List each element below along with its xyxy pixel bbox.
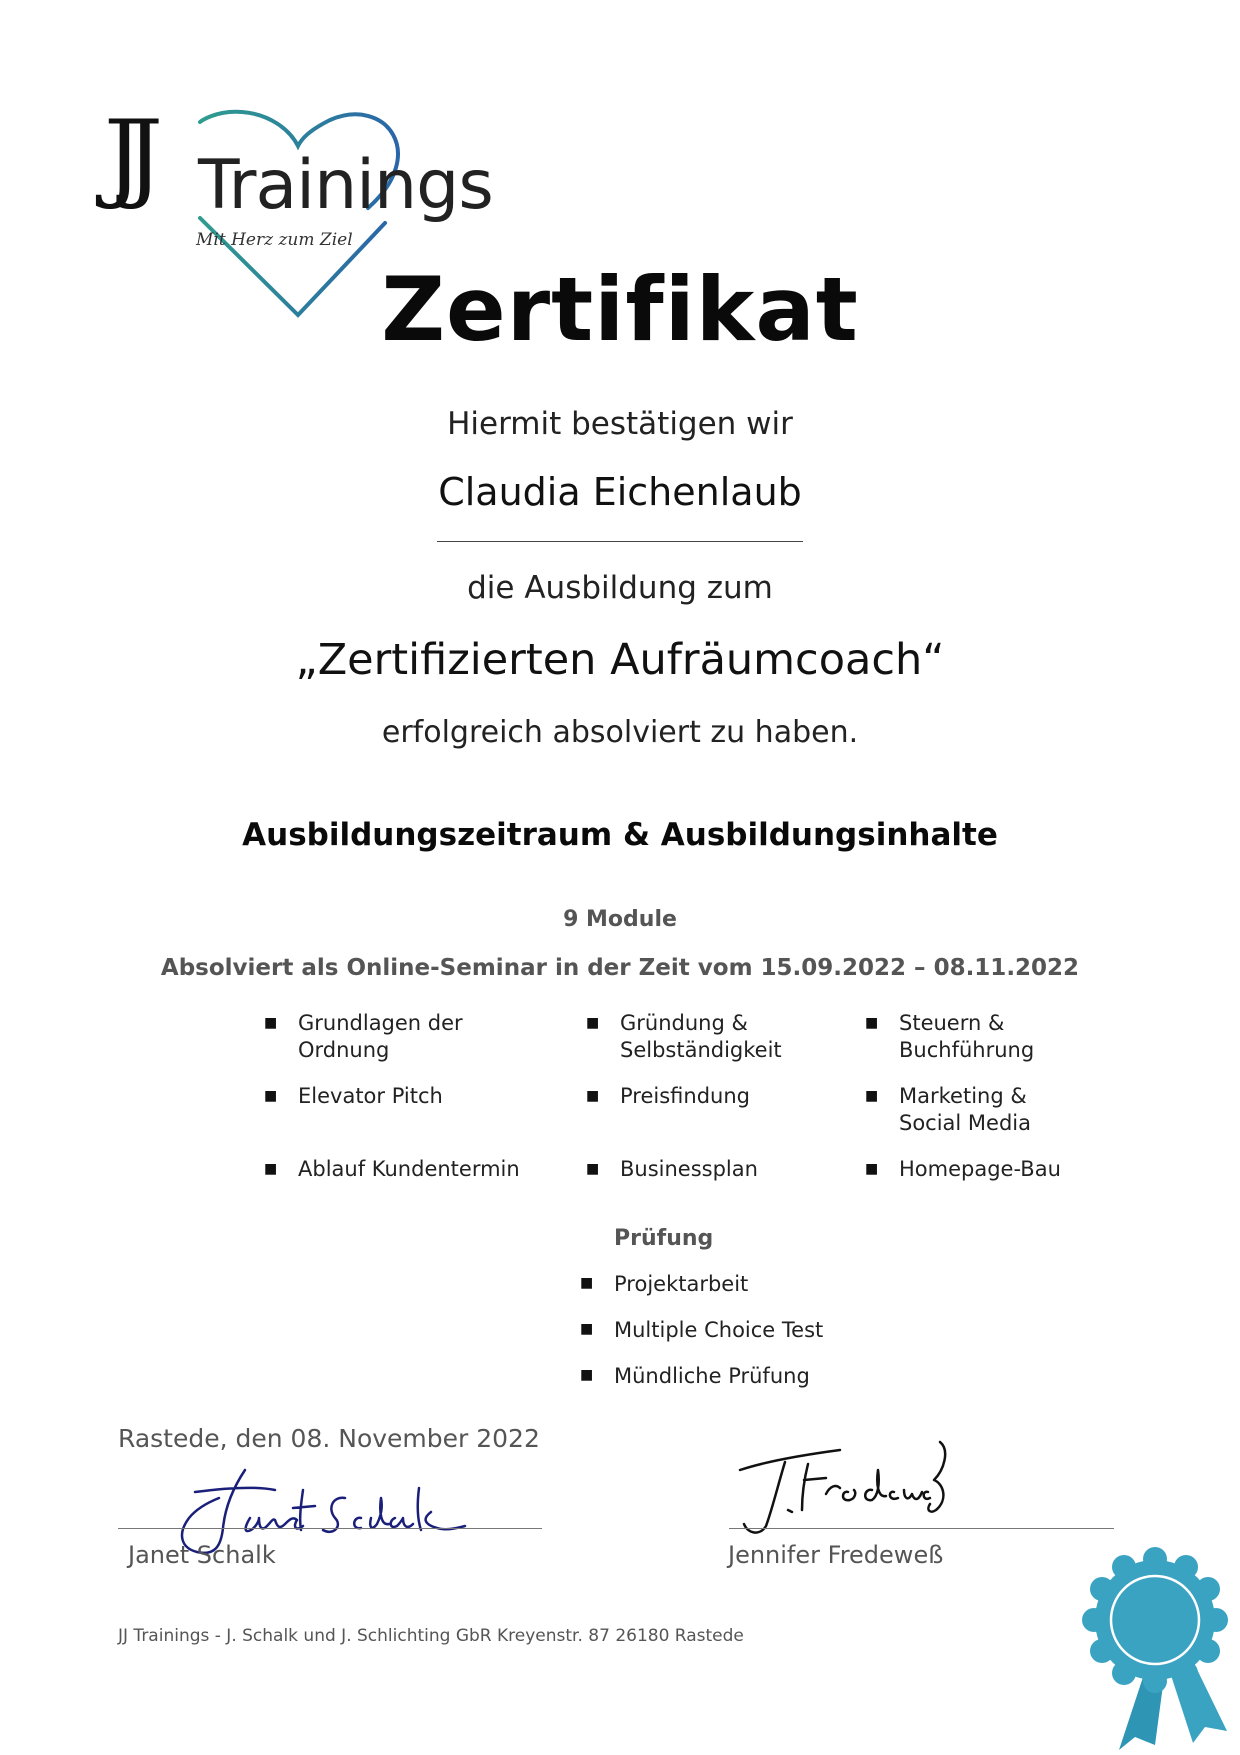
logo-wordmark: Trainings (198, 146, 493, 225)
certificate-title: Zertifikat (381, 258, 859, 361)
award-rosette-icon (1075, 1545, 1235, 1755)
signature-jennifer-icon (730, 1440, 960, 1540)
module-item: ■ Preisfindung (586, 1084, 750, 1108)
bullet-icon: ■ (865, 1088, 879, 1104)
recipient-name: Claudia Eichenlaub (438, 470, 802, 514)
exam-item: ■ Multiple Choice Test (580, 1318, 824, 1342)
success-text: erfolgreich absolviert zu haben. (381, 715, 859, 750)
signature-line-right (729, 1528, 1114, 1529)
exam-item: ■ Mündliche Prüfung (580, 1364, 810, 1388)
training-title: „Zertifizierten Aufräumcoach“ (295, 635, 945, 685)
logo-tagline: Mit Herz zum Ziel (196, 230, 353, 250)
module-item: ■ Homepage-Bau (865, 1157, 1061, 1181)
place-date: Rastede, den 08. November 2022 (118, 1424, 540, 1453)
bullet-icon: ■ (580, 1367, 594, 1383)
module-item: ■ Steuern & Buchführung (865, 1011, 1035, 1062)
signer-name-left: Janet Schalk (128, 1541, 276, 1569)
name-underline (437, 541, 803, 542)
logo-initials: JJ (104, 100, 145, 212)
bullet-icon: ■ (865, 1161, 879, 1177)
module-item: ■ Marketing & Social Media (865, 1084, 1032, 1135)
section-heading: Ausbildungszeitraum & Ausbildungsinhalte (242, 817, 998, 853)
bullet-icon: ■ (580, 1275, 594, 1291)
bullet-icon: ■ (586, 1015, 600, 1031)
bullet-icon: ■ (865, 1015, 879, 1031)
bullet-icon: ■ (586, 1161, 600, 1177)
confirmation-text: Hiermit bestätigen wir (447, 406, 793, 442)
module-item: ■ Elevator Pitch (264, 1084, 443, 1108)
module-item: ■ Gründung & Selbständigkeit (586, 1011, 782, 1062)
exam-heading: Prüfung (614, 1226, 714, 1251)
module-item: ■ Businessplan (586, 1157, 758, 1181)
signature-line-left (118, 1528, 542, 1529)
signer-name-right: Jennifer Fredeweß (728, 1541, 944, 1569)
bullet-icon: ■ (264, 1161, 278, 1177)
module-item: ■ Grundlagen der Ordnung (264, 1011, 463, 1062)
seminar-period: Absolviert als Online-Seminar in der Zeit vom 15.09.2022 – 08.11.2022 (160, 955, 1080, 981)
exam-item: ■ Projektarbeit (580, 1272, 749, 1296)
bullet-icon: ■ (580, 1321, 594, 1337)
bullet-icon: ■ (264, 1015, 278, 1031)
footer-address: JJ Trainings - J. Schalk und J. Schlichting GbR Kreyenstr. 87 26180 Rastede (118, 1626, 744, 1646)
module-count: 9 Module (563, 907, 677, 932)
module-item: ■ Ablauf Kundentermin (264, 1157, 520, 1181)
bullet-icon: ■ (264, 1088, 278, 1104)
training-intro: die Ausbildung zum (467, 570, 773, 606)
bullet-icon: ■ (586, 1088, 600, 1104)
